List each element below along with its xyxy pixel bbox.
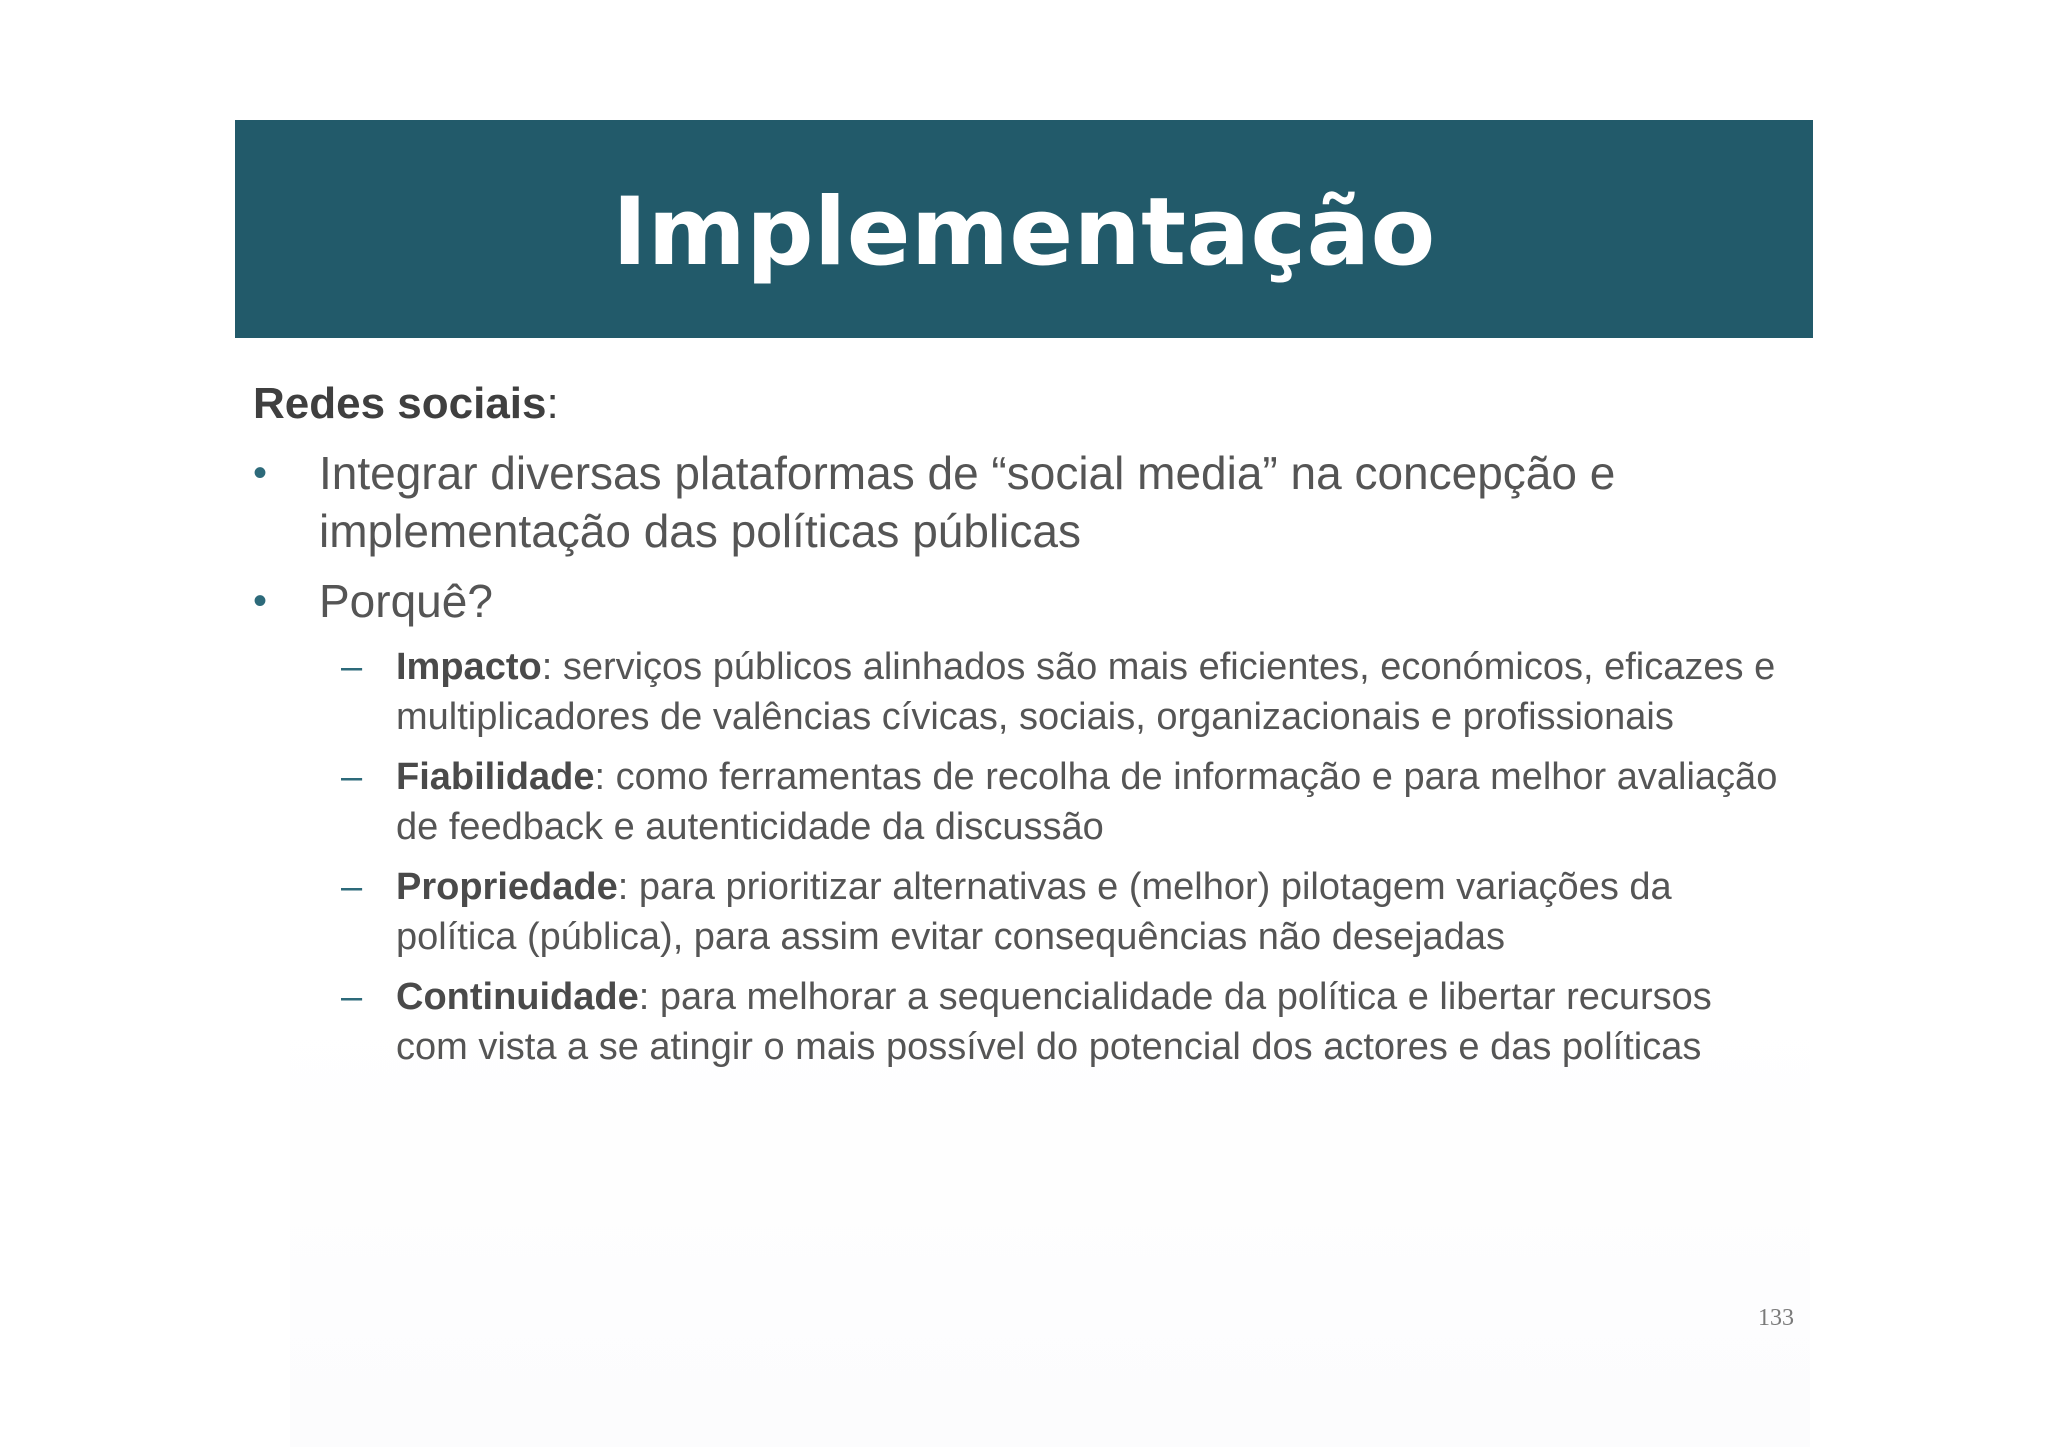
page-number: 133 [1758,1305,1794,1331]
sub-bullet-item [253,642,1793,742]
section-heading-label: Redes sociais [253,379,547,428]
sub-bullet-item [253,972,1793,1072]
section-heading-colon: : [546,379,559,428]
bullet-icon: • [253,579,268,623]
sub-bullet-item [253,862,1793,962]
sub-bullet-text: : para melhorar a sequencialidade da política e libertar recursos com vista a se atingir o mais possível do potencial dos actores e das políticas [396,976,1712,1068]
sub-bullet-term: Impacto [396,646,542,688]
sub-bullet-text: : como ferramentas de recolha de informação e para melhor avaliação de feedback e autenticidade da discussão [396,756,1778,848]
title-banner [235,120,1813,338]
bullet-icon: • [253,451,268,495]
slide-title: Implementação [612,177,1436,287]
bullet-item [253,572,1793,630]
dash-icon: – [341,646,363,688]
sub-bullet-text: : serviços públicos alinhados são mais eficientes, económicos, eficazes e multiplicadores de valências cívicas, sociais, organizacionais e profissionais [396,646,1776,738]
bullet-item [253,444,1793,560]
sub-bullet-item [253,752,1793,852]
dash-icon: – [341,976,363,1018]
dash-icon: – [341,756,363,798]
sub-bullet-term: Continuidade [396,976,639,1018]
slide-content [253,378,1793,1082]
section-heading [253,378,1793,430]
bullet-text: Integrar diversas plataformas de “social media” na concepção e implementação das políticas públicas [319,447,1616,557]
sub-bullet-text: : para prioritizar alternativas e (melhor) pilotagem variações da política (pública), para assim evitar consequências não desejadas [396,866,1672,958]
dash-icon: – [341,866,363,908]
sub-bullet-term: Propriedade [396,866,618,908]
sub-bullet-term: Fiabilidade [396,756,595,798]
bullet-text: Porquê? [319,575,493,627]
